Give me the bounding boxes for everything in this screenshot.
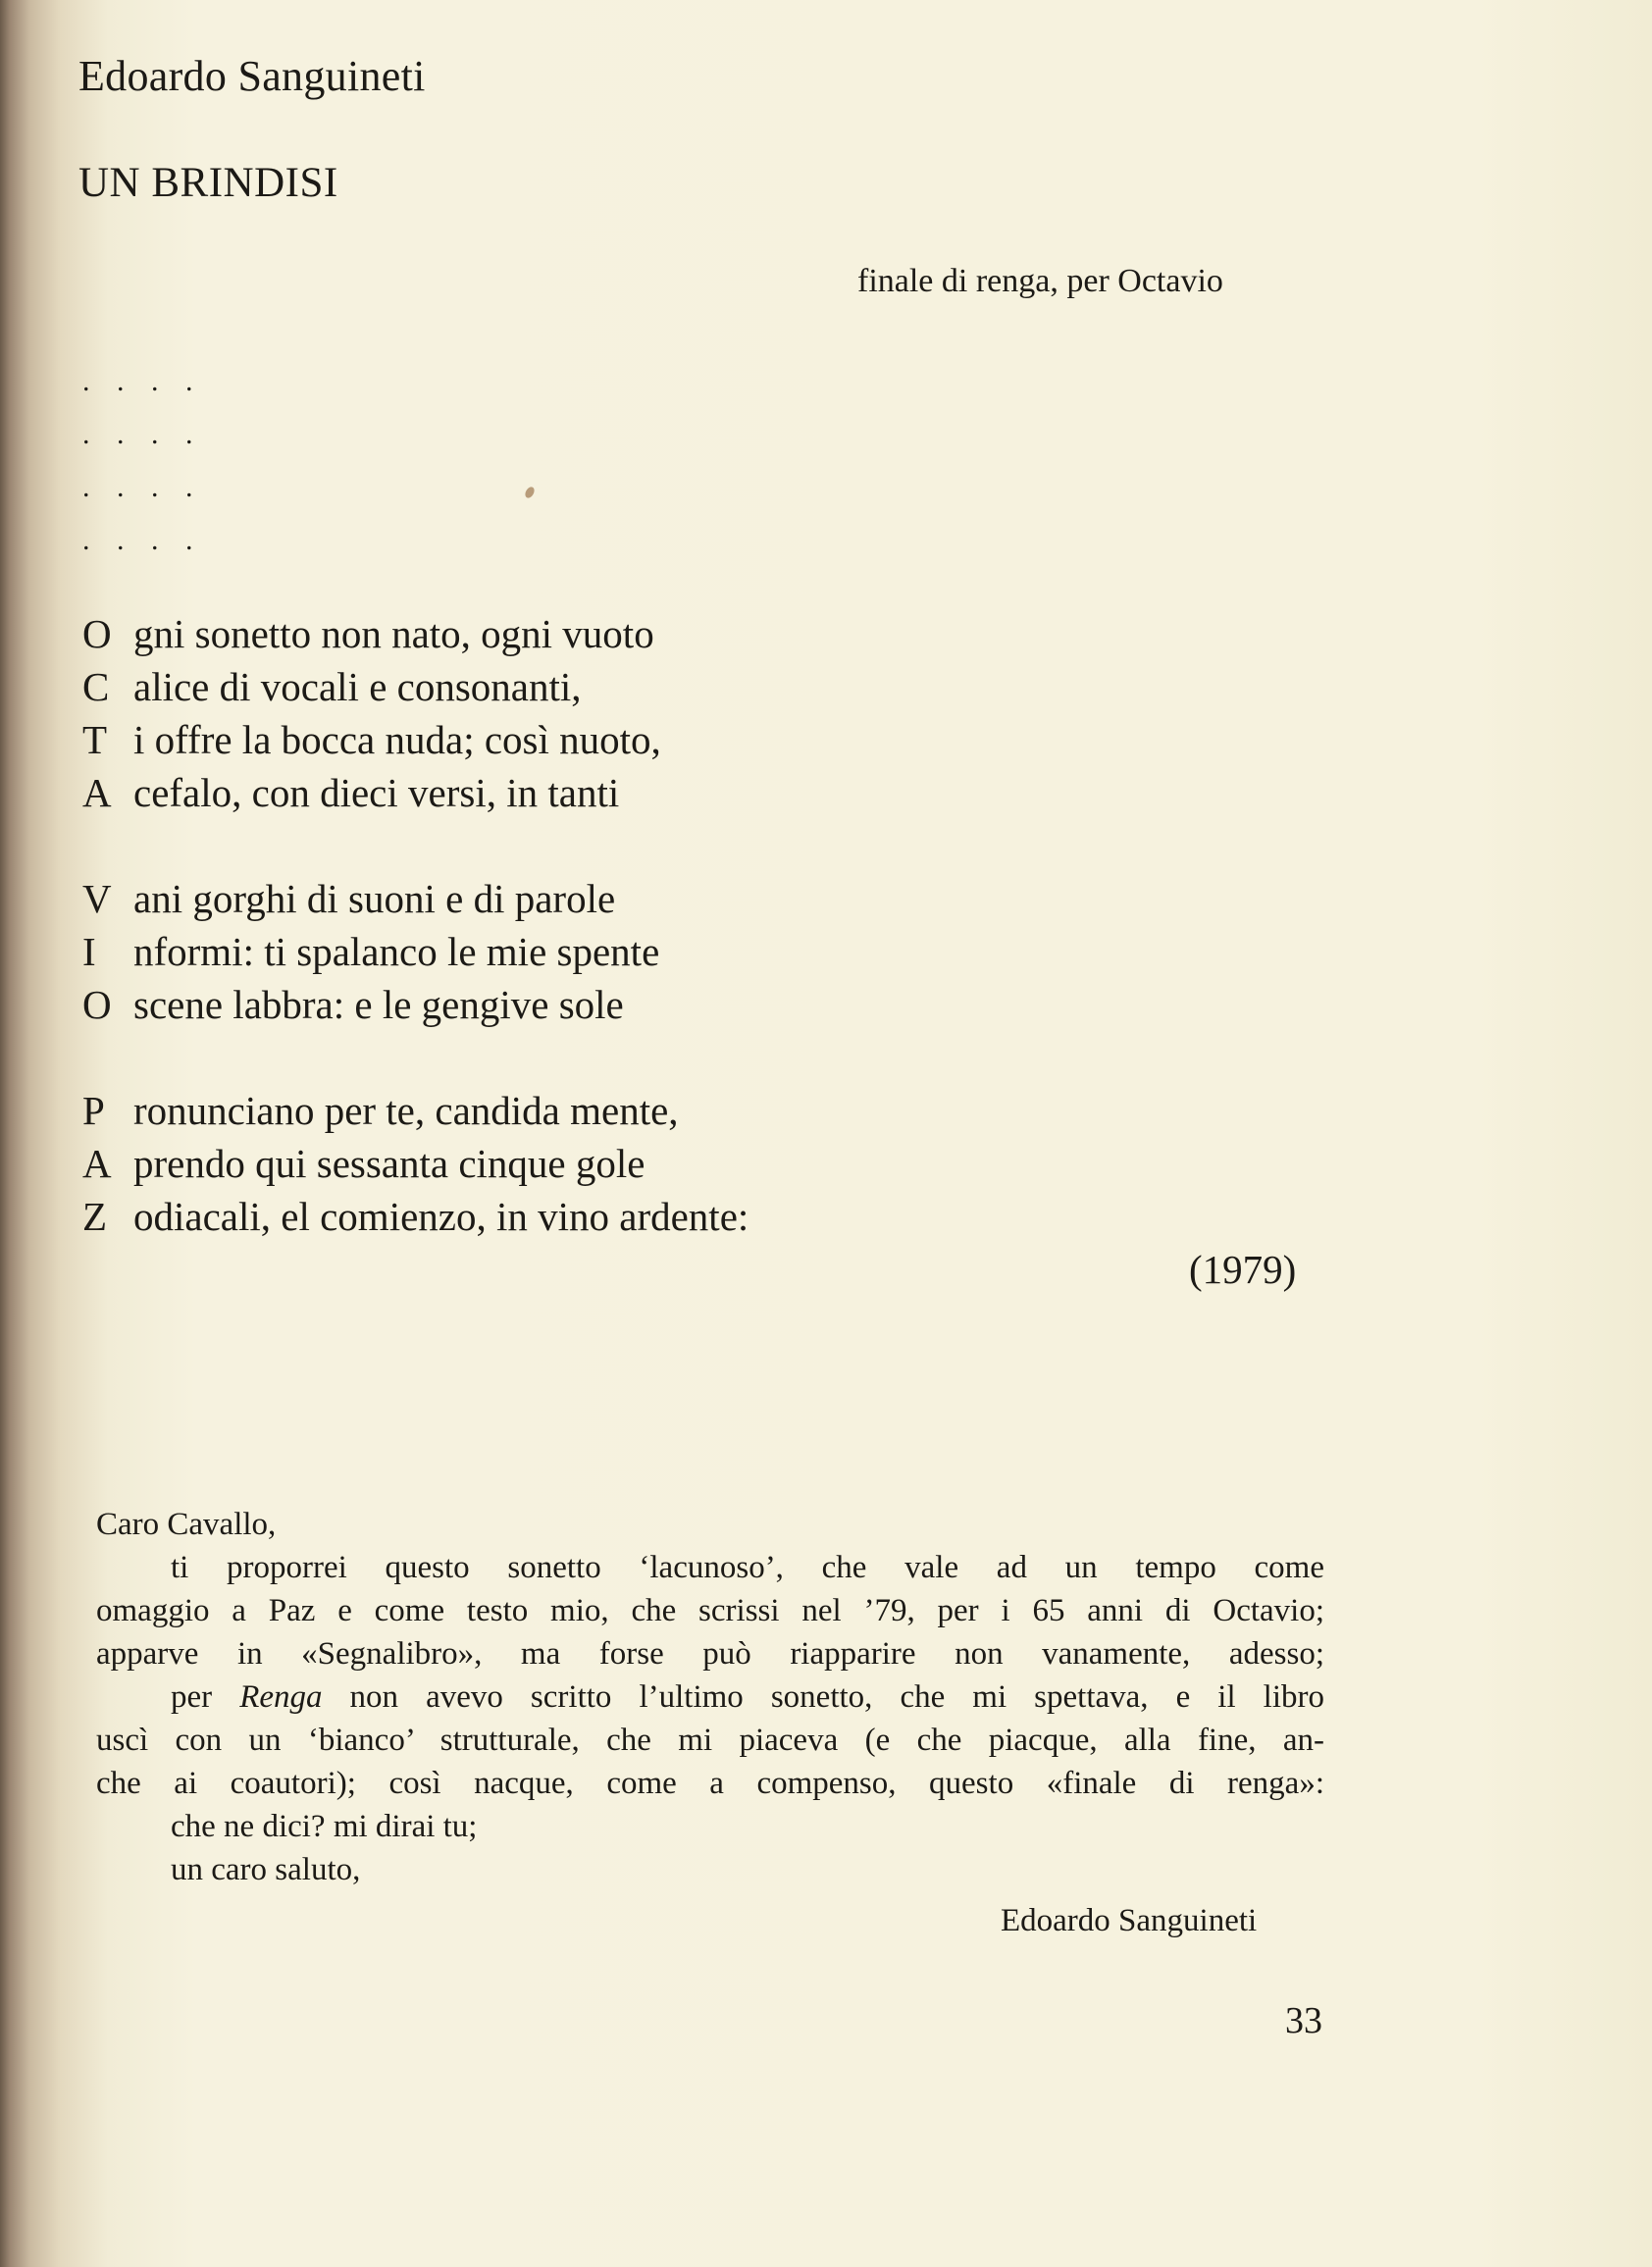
letter-line: apparve in «Segnalibro», ma forse può riapparire non vanamente, adesso;	[96, 1636, 1324, 1672]
verse-text: nformi: ti spalanco le mie spente	[133, 929, 660, 974]
verse-line	[82, 769, 619, 816]
letter-line: che ne dici? mi dirai tu;	[171, 1809, 478, 1844]
verse-text: scene labbra: e le gengive sole	[133, 982, 624, 1027]
acrostic-initial: A	[82, 770, 112, 815]
letter-text: non avevo scritto l’ultimo sonetto, che mi spettava, e il libro	[322, 1679, 1324, 1715]
verse-line	[82, 716, 661, 763]
verse-text: cefalo, con dieci versi, in tanti	[133, 770, 620, 815]
author-name: Edoardo Sanguineti	[78, 52, 426, 100]
verse-line	[82, 1140, 645, 1187]
page-number: 33	[1285, 2000, 1322, 2041]
letter-line: che ai coautori); così nacque, come a compenso, questo «finale di renga»:	[96, 1766, 1324, 1801]
letter-line: omaggio a Paz e come testo mio, che scrissi nel ’79, per i 65 anni di Octavio;	[96, 1593, 1324, 1628]
letter-signature: Edoardo Sanguineti	[1001, 1903, 1258, 1938]
acrostic-initial: V	[82, 876, 112, 921]
acrostic-initial: T	[82, 717, 108, 762]
letter-salutation: Caro Cavallo,	[96, 1507, 277, 1542]
acrostic-initial: I	[82, 929, 96, 974]
verse-text: ronunciano per te, candida mente,	[133, 1088, 679, 1133]
letter-line	[171, 1679, 1324, 1716]
letter-line: uscì con un ‘bianco’ strutturale, che mi piaceva (e che piacque, alla fine, an-	[96, 1723, 1324, 1758]
verse-text: i offre la bocca nuda; così nuoto,	[133, 717, 661, 762]
paper-speck	[524, 486, 537, 499]
letter-text: per	[171, 1679, 240, 1715]
verse-text: gni sonetto non nato, ogni vuoto	[133, 611, 654, 656]
acrostic-initial: Z	[82, 1194, 108, 1239]
letter-line: ti proporrei questo sonetto ‘lacunoso’, che vale ad un tempo come	[171, 1550, 1324, 1585]
poem-title: UN BRINDISI	[78, 160, 338, 206]
verse-line	[82, 663, 582, 710]
verse-line	[82, 610, 654, 657]
verse-line	[82, 875, 615, 922]
verse-text: odiacali, el comienzo, in vino ardente:	[133, 1194, 749, 1239]
verse-text: prendo qui sessanta cinque gole	[133, 1141, 645, 1186]
verse-text: ani gorghi di suoni e di parole	[133, 876, 616, 921]
verse-line	[82, 981, 624, 1028]
lacuna-row: . . . .	[82, 524, 203, 556]
letter-line: un caro saluto,	[171, 1852, 361, 1887]
lacuna-row: . . . .	[82, 365, 203, 397]
acrostic-initial: A	[82, 1141, 112, 1186]
book-title: Renga	[239, 1679, 323, 1715]
acrostic-initial: O	[82, 982, 112, 1027]
acrostic-initial: O	[82, 611, 112, 656]
lacuna-row: . . . .	[82, 471, 203, 503]
poem-year: (1979)	[1189, 1247, 1297, 1292]
acrostic-initial: C	[82, 664, 110, 709]
dedication: finale di renga, per Octavio	[857, 263, 1223, 299]
verse-line	[82, 928, 659, 975]
acrostic-initial: P	[82, 1088, 105, 1133]
lacuna-row: . . . .	[82, 418, 203, 450]
verse-line	[82, 1193, 749, 1240]
verse-line	[82, 1087, 679, 1134]
verse-text: alice di vocali e consonanti,	[133, 664, 582, 709]
